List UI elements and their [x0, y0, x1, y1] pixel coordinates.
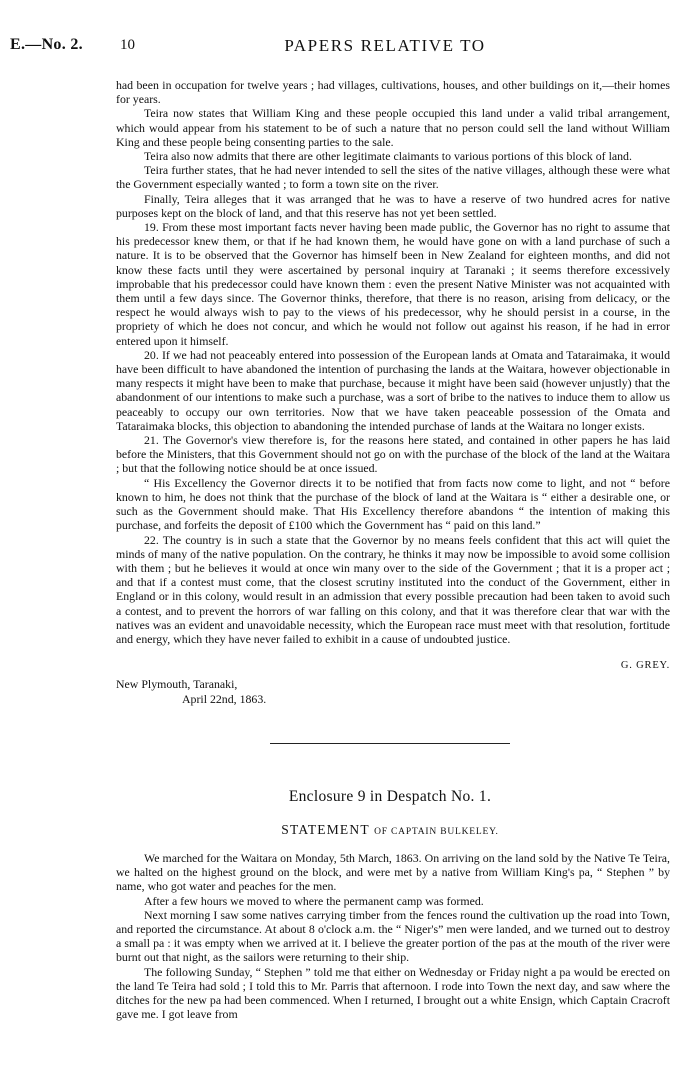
page-header — [10, 36, 680, 60]
statement-title — [0, 822, 700, 838]
section-divider — [270, 743, 510, 744]
main-text — [116, 78, 670, 706]
paragraph: Teira also now admits that there are other legitimate claimants to various portions of this block of land. — [144, 149, 632, 164]
statement-title-main: STATEMENT — [281, 822, 370, 837]
statement-paragraph: The following Sunday, “ Stephen ” told me that either on Wednesday or Friday night a pa would be erected on the land Te Teira had sold ; I told this to Mr. Parris that afternoon. I rode into Town the next day, and saw where the ditches for the new pa had been commenced. When I returned, I brought out a white Ensign, which Captain Cracroft gave me. I got leave from — [116, 964, 670, 1022]
paragraph: Finally, Teira alleges that it was arranged that he was to have a reserve of two hundred acres for native purposes kept on the block of land, and that this reserve has not yet been settled. — [116, 191, 670, 220]
paragraph: Teira now states that William King and these people occupied this land under a valid tribal arrangement, which would appear from his statement to be of such a nature that no person could sell the land without William King and these people being consenting parties to the sale. — [116, 106, 670, 149]
sign-date: April 22nd, 1863. — [182, 691, 267, 706]
statement-paragraph: After a few hours we moved to where the permanent camp was formed. — [144, 893, 484, 908]
statement-paragraph: We marched for the Waitara on Monday, 5th March, 1863. On arriving on the land sold by the Native Te Teira, we halted on the highest ground on the block, and were met by a native from William King's pa, “ Stephen ” by name, who got water and peaches for the men. — [116, 851, 670, 894]
paragraph-20: 20. If we had not peaceably entered into possession of the European lands at Omata and Tataraimaka, it would have been difficult to have abandoned the intention of purchasing the lands at the Waitara, however objectionable in many respects it might have been to make that purchase, because it might have been said (however unjustly) that the abandonment of our intentions to make such a purchase, was a sort of bribe to the natives to induce them to allow us peaceably to occupy our own territories. Now that we have taken peaceable possession of the Omata and Tataraimaka blocks, this objection to abandoning the intended purchase of lands at the Waitara no longer exists. — [116, 347, 670, 433]
paragraph-21: 21. The Governor's view therefore is, for the reasons here stated, and contained in other papers he has laid before the Ministers, that this Government should not go on with the purchase of the block of the land at the Waitara ; but that the following notice should be at once issued. — [116, 433, 670, 476]
paragraph-19: 19. From these most important facts never having been made public, the Governor has no right to assume that his predecessor knew them, or that if he had known them, he would have gone on with a land purchase of such a nature. It is to be observed that the Governor has himself been in New Zealand for eighteen months, and did not know these facts until they were ascertained by personal inquiry at Taranaki ; it seems therefore excessively improbable that his predecessor could have known them : even the present Native Minister was not acquainted with them until a few days since. The Governor thinks, therefore, that there is no reason, arising from delicacy, or the respect he would always wish to pay to the views of his predecessor, why he should persist in a course, in the propriety of which he does not concur, and which he would not follow out against his reason, if he had in error entered upon it himself. — [116, 220, 670, 348]
paragraph: Teira further states, that he had never intended to sell the sites of the native villages, although these were what the Government especially wanted ; to form a town site on the river. — [116, 163, 670, 192]
document-reference: E.—No. 2. — [10, 36, 83, 53]
statement-text — [116, 851, 670, 1021]
statement-title-small: OF CAPTAIN BULKELEY. — [374, 827, 499, 837]
quoted-notice: “ His Excellency the Governor directs it to be notified that from facts now come to light, and not “ before known to him, he does not think that the purchase of the block of land at the Waitara is “ either a desirable one, or such as the Government should make. That His Excellency therefore abandons “ the intention of making this purchase, and forfeits the deposit of £100 which the Government has “ paid on this land.” — [116, 475, 670, 533]
running-title: PAPERS RELATIVE TO — [284, 36, 486, 55]
paragraph-continuation: had been in occupation for twelve years ; had villages, cultivations, houses, and other buildings on it,—their homes for years. — [116, 78, 670, 107]
sign-location: New Plymouth, Taranaki, — [116, 677, 238, 692]
enclosure-title: Enclosure 9 in Despatch No. 1. — [288, 788, 492, 805]
signature: G. GREY. — [620, 660, 670, 672]
statement-paragraph: Next morning I saw some natives carrying timber from the fences round the cultivation up the road into Town, and reported the circumstance. At about 8 o'clock a.m. the “ Niger's” men were landed, and we turned out to destroy a small pa : it was empty when we arrived at it. I believe the greater portion of the pas at the mouth of the river were burnt out that night, as the sailors were returning to their ship. — [116, 907, 670, 965]
paragraph-22: 22. The country is in such a state that the Governor by no means feels confident that this act will quiet the minds of many of the native population. On the contrary, he thinks it may now be impossible to avoid some collision with them ; but he believes it would at once win many over to the side of the Government ; that it is a proper act ; and that if a contest must come, that the closest scrutiny instituted into the conduct of the Government, either in England or in this colony, would result in an admission that every possible precaution had been taken to avoid such a contest, and to prevent the horrors of war falling on this colony, and that it was therefore clear that war with the natives was an evident and unavoidable necessity, which the European race must meet with that resolution, fortitude and energy, which they have never failed to exhibit in a cause of undoubted justice. — [116, 532, 670, 646]
page-number: 10 — [120, 37, 135, 53]
